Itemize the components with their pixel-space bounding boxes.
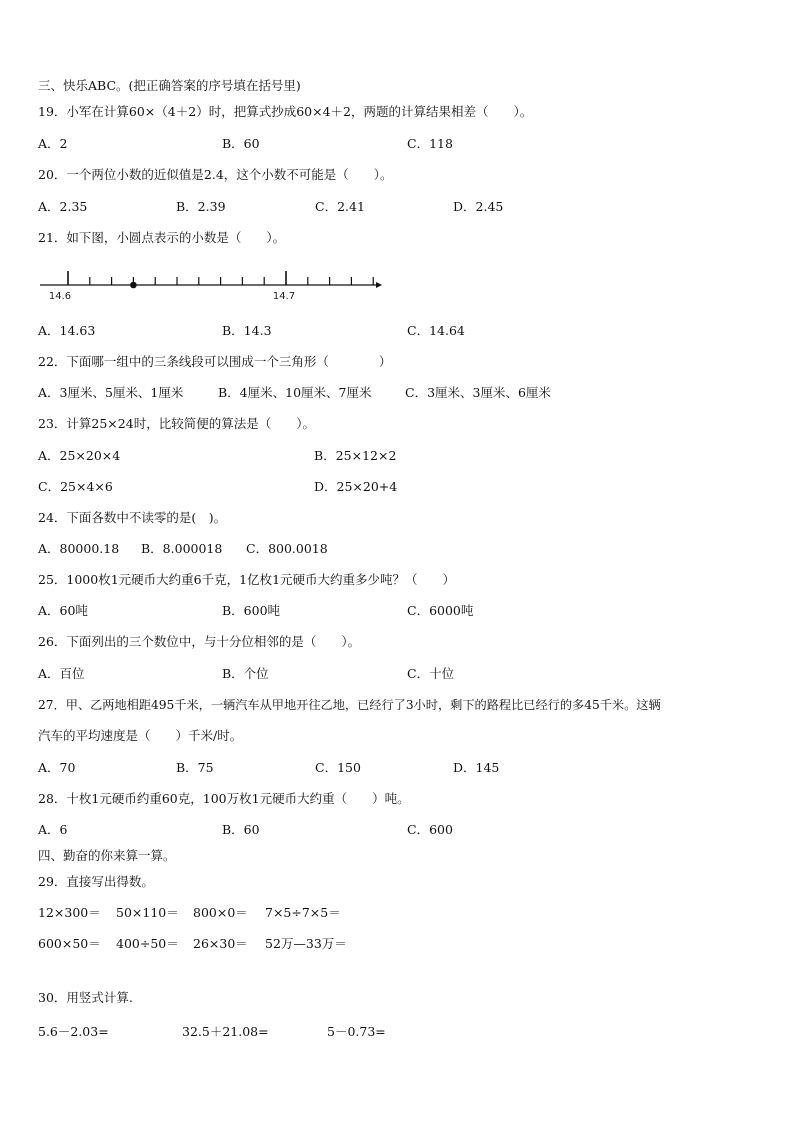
q21-option-c: C．14.64: [407, 323, 465, 338]
question-28: 28．十枚1元硬币约重60克，100万枚1元硬币大约重（ ）吨。: [38, 791, 410, 806]
number-line-figure: [38, 262, 388, 302]
q25-option-c: C．6000吨: [407, 603, 474, 618]
q27-option-a: A．70: [38, 760, 76, 775]
q29-item: 26×30＝: [193, 936, 248, 951]
q30-item: 32.5＋21.08=: [182, 1024, 269, 1039]
question-25: 25．1000枚1元硬币大约重6千克，1亿枚1元硬币大约重多少吨？（ ）: [38, 572, 456, 587]
question-24: 24．下面各数中不读零的是( )。: [38, 510, 227, 525]
q29-item: 52万—33万＝: [265, 936, 347, 951]
q27-option-b: B．75: [176, 760, 214, 775]
q25-option-b: B．600吨: [222, 603, 281, 618]
q23-option-d: D．25×20+4: [314, 479, 398, 494]
q23-option-a: A．25×20×4: [38, 448, 121, 463]
question-29: 29．直接写出得数。: [38, 874, 154, 889]
q20-option-b: B．2.39: [176, 199, 226, 214]
q22-option-c: C．3厘米、3厘米、6厘米: [405, 385, 551, 400]
section-3-title: 三、快乐ABC。(把正确答案的序号填在括号里): [38, 78, 301, 93]
q30-item: 5.6－2.03=: [38, 1024, 109, 1039]
q29-item: 400÷50＝: [116, 936, 179, 951]
q30-item: 5－0.73=: [327, 1024, 386, 1039]
q19-option-b: B．60: [222, 136, 260, 151]
q20-option-a: A．2.35: [38, 199, 88, 214]
q29-item: 800×0＝: [193, 905, 248, 920]
q27-option-d: D．145: [453, 760, 500, 775]
q21-option-b: B．14.3: [222, 323, 272, 338]
q29-item: 12×300＝: [38, 905, 101, 920]
q23-option-c: C．25×4×6: [38, 479, 113, 494]
q29-item: 600×50＝: [38, 936, 101, 951]
question-27-line-2: 汽车的平均速度是（ ）千米/时。: [38, 728, 243, 743]
question-30: 30．用竖式计算.: [38, 990, 133, 1005]
question-23: 23．计算25×24时，比较简便的算法是（ ）。: [38, 416, 315, 431]
q22-option-b: B．4厘米、10厘米、7厘米: [218, 385, 372, 400]
number-line-ticks: [68, 271, 373, 285]
q19-option-c: C．118: [407, 136, 453, 151]
question-26: 26．下面列出的三个数位中，与十分位相邻的是（ ）。: [38, 634, 361, 649]
q28-option-c: C．600: [407, 822, 453, 837]
question-19: 19．小军在计算60×（4＋2）时，把算式抄成60×4＋2，两题的计算结果相差（ ）。: [38, 104, 533, 119]
section-4-title: 四、勤奋的你来算一算。: [38, 848, 176, 863]
question-20: 20．一个两位小数的近似值是2.4，这个小数不可能是（ ）。: [38, 167, 393, 182]
question-21: 21．如下图，小圆点表示的小数是（ ）。: [38, 230, 286, 245]
q26-option-a: A．百位: [38, 666, 85, 681]
number-line-label-left: 14.6: [48, 291, 72, 302]
q20-option-c: C．2.41: [315, 199, 365, 214]
q29-item: 7×5÷7×5＝: [265, 905, 341, 920]
q27-option-c: C．150: [315, 760, 361, 775]
q24-option-a: A．80000.18: [38, 541, 120, 556]
q26-option-c: C．十位: [407, 666, 455, 681]
q26-option-b: B．个位: [222, 666, 269, 681]
number-line-dot: [130, 282, 137, 289]
q23-option-b: B．25×12×2: [314, 448, 397, 463]
q28-option-a: A．6: [38, 822, 68, 837]
q20-option-d: D．2.45: [453, 199, 504, 214]
number-line-label-right: 14.7: [272, 291, 296, 302]
q24-option-c: C．800.0018: [246, 541, 328, 556]
q29-item: 50×110＝: [116, 905, 179, 920]
question-22: 22．下面哪一组中的三条线段可以围成一个三角形（ ）: [38, 354, 392, 369]
q24-option-b: B．8.000018: [141, 541, 223, 556]
q28-option-b: B．60: [222, 822, 260, 837]
q21-option-a: A．14.63: [38, 323, 96, 338]
q25-option-a: A．60吨: [38, 603, 88, 618]
q19-option-a: A．2: [38, 136, 68, 151]
q22-option-a: A．3厘米、5厘米、1厘米: [38, 385, 184, 400]
question-27: 27．甲、乙两地相距495千米，一辆汽车从甲地开往乙地，已经行了3小时，剩下的路程比已经行的多45千米。这辆: [38, 698, 661, 712]
number-line-arrow: [376, 282, 382, 288]
